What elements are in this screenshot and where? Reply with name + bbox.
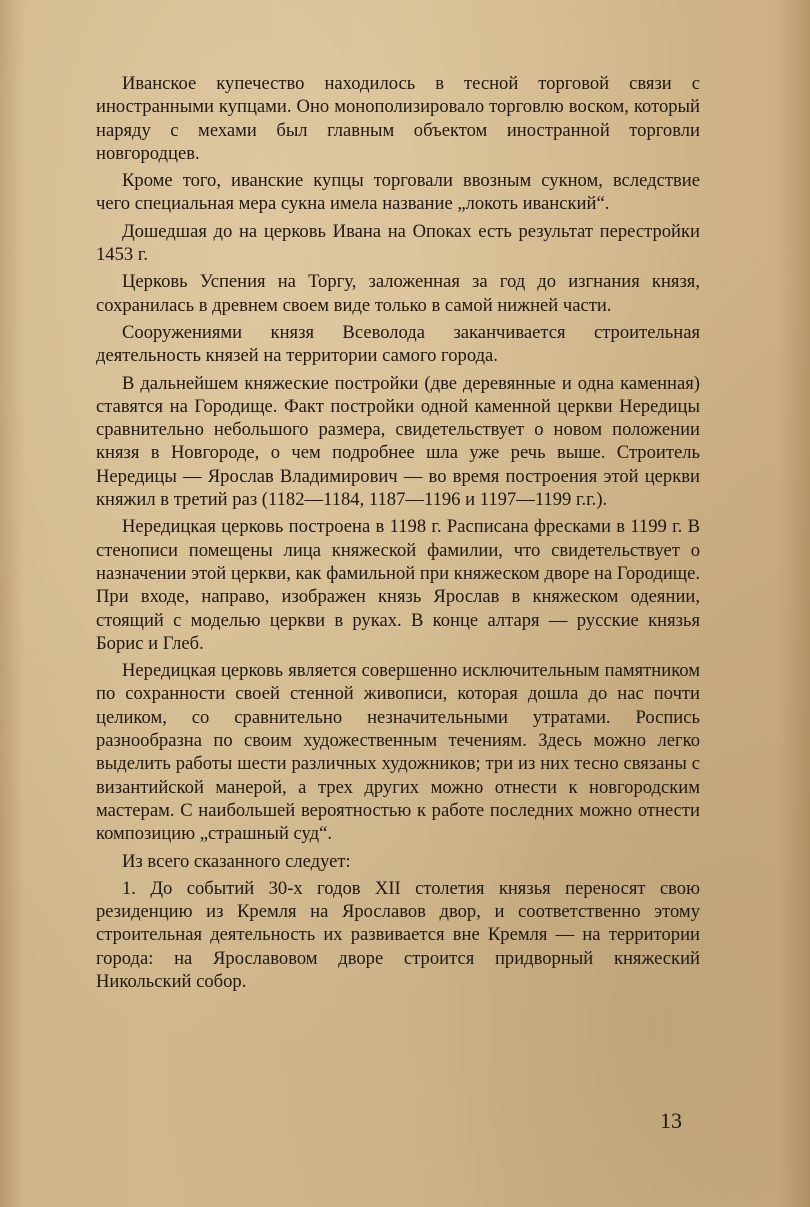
paragraph: Из всего сказанного следует: — [122, 850, 351, 872]
paragraph: В дальнейшем княжеские постройки (две деревянные и одна каменная) ставятся на Городище. Факт постройки одной каменной церкви Нередицы сравнительно небольшого размера, свидетельствует о новом положении князя в Новгороде, о чем подробнее шла уже речь выше. Строитель Нередицы — Ярослав Владимирович — во время построения этой церкви княжил в третий раз (1182—1184, 1187—1196 и 1197—1199 г.г.). — [96, 372, 700, 511]
paragraph: Сооружениями князя Всеволода заканчивается строительная деятельность князей на территории самого города. — [96, 321, 700, 367]
page-number: 13 — [660, 1108, 682, 1133]
paragraph: Дошедшая до на церковь Ивана на Опоках есть результат перестройки 1453 г. — [96, 220, 700, 266]
paragraph: 1. До событий 30-х годов XII столетия князья переносят свою резиденцию из Кремля на Ярославов двор, и соответственно этому строительная деятельность их развивается вне Кремля — на территории города: на Ярославовом дворе строится придворный княжеский Никольский собор. — [96, 877, 700, 992]
page-text — [96, 72, 700, 997]
paragraph: Иванское купечество находилось в тесной торговой связи с иностранными купцами. Оно монополизировало торговлю воском, который наряду с мехами был главным объектом иностранной торговли новгородцев. — [96, 73, 700, 164]
paragraph: Нередицкая церковь является совершенно исключительным памятником по сохранности своей стенной живописи, которая дошла до нас почти целиком, со сравнительно незначительными утратами. Роспись разнообразна по своим художественным течениям. Здесь можно легко выделить работы шести различных художников; три из них тесно связаны с византийской манерой, а трех других можно отнести к новгородским мастерам. С наибольшей вероятностью к работе последних можно отнести композицию „страшный суд“. — [96, 660, 700, 845]
paragraph: Нередицкая церковь построена в 1198 г. Расписана фресками в 1199 г. В стенописи помещены лица княжеской фамилии, что свидетельствует о назначении этой церкви, как фамильной при княжеском дворе на Городище. При входе, направо, изображен князь Ярослав в княжеском одеянии, стоящий с моделью церкви в руках. В конце алтаря — русские князья Борис и Глеб. — [96, 516, 700, 654]
paragraph: Кроме того, иванские купцы торговали ввозным сукном, вследствие чего специальная мера сукна имела название „локоть иванский“. — [96, 170, 700, 215]
paragraph: Церковь Успения на Торгу, заложенная за год до изгнания князя, сохранилась в древнем своем виде только в самой нижней части. — [96, 271, 700, 316]
